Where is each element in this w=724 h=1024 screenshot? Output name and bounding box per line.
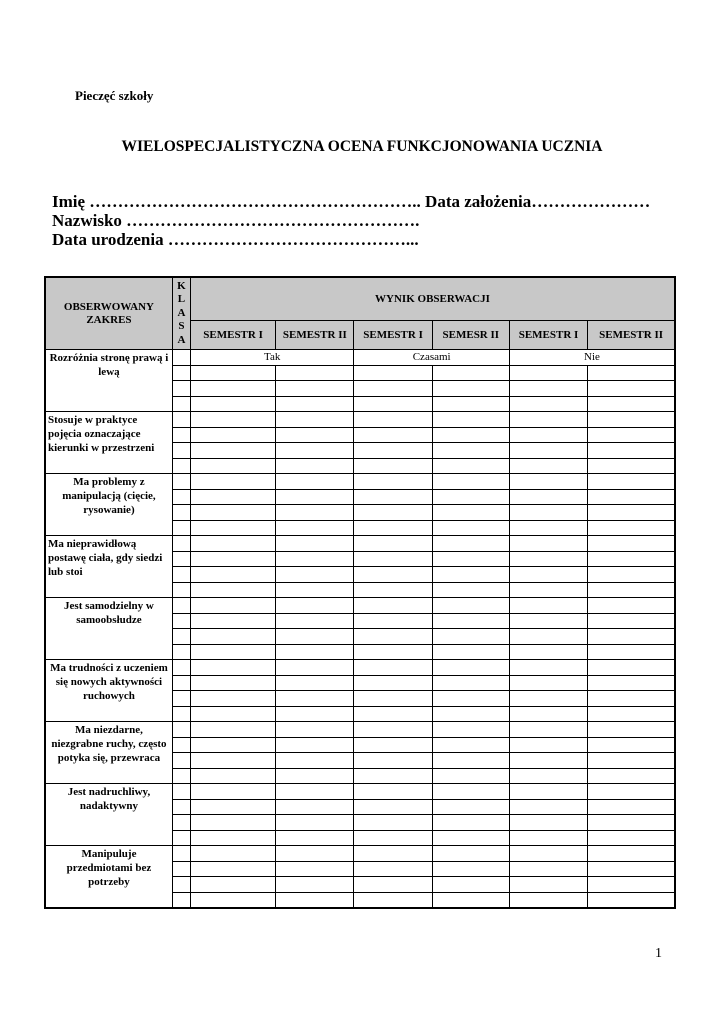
result-cell[interactable] xyxy=(276,396,354,412)
header-class-letter: A xyxy=(177,333,186,346)
result-cell[interactable] xyxy=(190,365,275,381)
result-cell[interactable] xyxy=(276,551,354,567)
result-cell[interactable] xyxy=(190,753,275,769)
result-cell[interactable] xyxy=(190,598,275,614)
result-cell[interactable] xyxy=(432,815,509,831)
result-cell[interactable] xyxy=(588,691,675,707)
header-semester: SEMESTR I xyxy=(190,321,275,350)
result-cell[interactable] xyxy=(588,489,675,505)
result-cell[interactable] xyxy=(588,613,675,629)
result-cell[interactable] xyxy=(509,613,587,629)
result-cell[interactable] xyxy=(432,520,509,536)
result-cell[interactable] xyxy=(432,830,509,846)
observed-scope-cell: Ma trudności z uczeniem się nowych aktywności ruchowych xyxy=(45,660,172,722)
result-cell[interactable] xyxy=(432,396,509,412)
result-cell[interactable] xyxy=(190,846,275,862)
result-cell[interactable] xyxy=(276,505,354,521)
result-cell[interactable] xyxy=(588,892,675,908)
class-cell[interactable] xyxy=(172,613,190,629)
header-semester: SEMESTR II xyxy=(276,321,354,350)
name-date-field: Imię ………………………………………………….. Data założenia………………… xyxy=(52,192,651,211)
result-cell[interactable] xyxy=(509,629,587,645)
result-cell[interactable] xyxy=(588,722,675,738)
result-cell[interactable] xyxy=(432,861,509,877)
class-cell[interactable] xyxy=(172,660,190,676)
result-cell[interactable] xyxy=(276,613,354,629)
result-cell[interactable] xyxy=(276,489,354,505)
result-cell[interactable] xyxy=(509,412,587,428)
table-row xyxy=(45,598,675,614)
table-row xyxy=(45,536,675,552)
class-cell[interactable] xyxy=(172,381,190,397)
result-cell[interactable] xyxy=(432,458,509,474)
result-cell[interactable] xyxy=(509,675,587,691)
result-cell[interactable] xyxy=(276,381,354,397)
result-cell[interactable] xyxy=(354,396,432,412)
header-semester: SEMESTR II xyxy=(588,321,675,350)
result-cell[interactable] xyxy=(276,675,354,691)
result-cell[interactable] xyxy=(190,551,275,567)
class-cell[interactable] xyxy=(172,474,190,490)
result-cell[interactable] xyxy=(354,784,432,800)
result-cell[interactable] xyxy=(190,815,275,831)
result-cell[interactable] xyxy=(509,830,587,846)
result-cell[interactable] xyxy=(588,458,675,474)
result-cell[interactable] xyxy=(190,799,275,815)
result-cell[interactable] xyxy=(354,877,432,893)
class-cell[interactable] xyxy=(172,784,190,800)
result-cell[interactable] xyxy=(276,753,354,769)
header-class-letter: S xyxy=(178,320,185,333)
header-class-letter: K xyxy=(177,279,186,292)
result-cell[interactable] xyxy=(354,536,432,552)
table-row xyxy=(45,846,675,862)
result-cell[interactable] xyxy=(509,706,587,722)
result-cell[interactable] xyxy=(354,474,432,490)
class-cell[interactable] xyxy=(172,489,190,505)
result-cell[interactable] xyxy=(432,536,509,552)
result-cell[interactable] xyxy=(588,706,675,722)
result-cell[interactable] xyxy=(190,381,275,397)
observed-scope-cell: Rozróżnia stronę prawą i lewą xyxy=(45,350,172,412)
birthdate-field: Data urodzenia ……………………………………... xyxy=(52,230,419,249)
result-cell[interactable] xyxy=(354,737,432,753)
result-cell[interactable] xyxy=(432,660,509,676)
answer-label-cell: Nie xyxy=(509,350,675,366)
result-cell[interactable] xyxy=(354,505,432,521)
result-cell[interactable] xyxy=(432,505,509,521)
result-cell[interactable] xyxy=(509,722,587,738)
result-cell[interactable] xyxy=(509,520,587,536)
result-cell[interactable] xyxy=(276,737,354,753)
result-cell[interactable] xyxy=(190,582,275,598)
result-cell[interactable] xyxy=(354,691,432,707)
result-cell[interactable] xyxy=(354,675,432,691)
observed-scope-cell: Ma niezdarne, niezgrabne ruchy, często potyka się, przewraca xyxy=(45,722,172,784)
class-cell[interactable] xyxy=(172,877,190,893)
result-cell[interactable] xyxy=(509,536,587,552)
school-stamp-label: Pieczęć szkoły xyxy=(75,88,154,103)
result-cell[interactable] xyxy=(509,799,587,815)
result-cell[interactable] xyxy=(509,768,587,784)
result-cell[interactable] xyxy=(190,629,275,645)
result-cell[interactable] xyxy=(354,629,432,645)
result-cell[interactable] xyxy=(588,520,675,536)
class-cell[interactable] xyxy=(172,598,190,614)
result-cell[interactable] xyxy=(432,489,509,505)
result-cell[interactable] xyxy=(354,768,432,784)
header-semester: SEMESTR I xyxy=(509,321,587,350)
class-cell[interactable] xyxy=(172,799,190,815)
result-cell[interactable] xyxy=(432,381,509,397)
class-cell[interactable] xyxy=(172,815,190,831)
result-cell[interactable] xyxy=(509,458,587,474)
result-cell[interactable] xyxy=(432,474,509,490)
observed-scope-cell: Ma problemy z manipulacją (cięcie, rysowanie) xyxy=(45,474,172,536)
result-cell[interactable] xyxy=(588,474,675,490)
result-cell[interactable] xyxy=(354,660,432,676)
observed-scope-cell: Jest samodzielny w samoobsłudze xyxy=(45,598,172,660)
result-cell[interactable] xyxy=(276,660,354,676)
result-cell[interactable] xyxy=(190,784,275,800)
class-cell[interactable] xyxy=(172,722,190,738)
header-semester: SEMESR II xyxy=(432,321,509,350)
class-cell[interactable] xyxy=(172,350,190,366)
result-cell[interactable] xyxy=(276,427,354,443)
result-cell[interactable] xyxy=(354,644,432,660)
class-cell[interactable] xyxy=(172,737,190,753)
class-cell[interactable] xyxy=(172,443,190,459)
answer-label-cell: Czasami xyxy=(354,350,509,366)
result-cell[interactable] xyxy=(354,458,432,474)
observed-scope-cell: Ma nieprawidłową postawę ciała, gdy siedzi lub stoi xyxy=(45,536,172,598)
result-cell[interactable] xyxy=(276,892,354,908)
result-cell[interactable] xyxy=(354,722,432,738)
result-cell[interactable] xyxy=(354,520,432,536)
surname-field: Nazwisko ……………………………………………. xyxy=(52,211,420,230)
page-title: WIELOSPECJALISTYCZNA OCENA FUNKCJONOWANIA UCZNIA xyxy=(121,138,603,155)
result-cell[interactable] xyxy=(432,706,509,722)
result-cell[interactable] xyxy=(588,598,675,614)
result-cell[interactable] xyxy=(432,784,509,800)
result-cell[interactable] xyxy=(509,660,587,676)
result-cell[interactable] xyxy=(276,706,354,722)
result-cell[interactable] xyxy=(276,536,354,552)
result-cell[interactable] xyxy=(432,598,509,614)
result-cell[interactable] xyxy=(509,489,587,505)
class-cell[interactable] xyxy=(172,675,190,691)
result-cell[interactable] xyxy=(432,768,509,784)
observation-table xyxy=(44,276,676,909)
result-cell[interactable] xyxy=(276,412,354,428)
class-cell[interactable] xyxy=(172,567,190,583)
result-cell[interactable] xyxy=(276,861,354,877)
result-cell[interactable] xyxy=(354,706,432,722)
result-cell[interactable] xyxy=(588,675,675,691)
result-cell[interactable] xyxy=(509,365,587,381)
header-class-letter: L xyxy=(177,293,186,306)
answer-label-cell: Tak xyxy=(190,350,354,366)
result-cell[interactable] xyxy=(354,365,432,381)
result-cell[interactable] xyxy=(432,365,509,381)
table-row xyxy=(45,660,675,676)
result-cell[interactable] xyxy=(276,815,354,831)
result-cell[interactable] xyxy=(190,613,275,629)
result-cell[interactable] xyxy=(588,582,675,598)
result-cell[interactable] xyxy=(190,644,275,660)
header-semester: SEMESTR I xyxy=(354,321,432,350)
result-cell[interactable] xyxy=(190,660,275,676)
result-cell[interactable] xyxy=(276,567,354,583)
result-cell[interactable] xyxy=(190,737,275,753)
result-cell[interactable] xyxy=(190,489,275,505)
result-cell[interactable] xyxy=(354,582,432,598)
result-cell[interactable] xyxy=(276,691,354,707)
result-cell[interactable] xyxy=(354,381,432,397)
result-cell[interactable] xyxy=(588,505,675,521)
class-cell[interactable] xyxy=(172,396,190,412)
result-cell[interactable] xyxy=(276,644,354,660)
result-cell[interactable] xyxy=(588,753,675,769)
header-observed-scope: OBSERWOWANY ZAKRES xyxy=(45,277,172,350)
result-cell[interactable] xyxy=(509,505,587,521)
result-cell[interactable] xyxy=(432,722,509,738)
result-cell[interactable] xyxy=(509,846,587,862)
result-cell[interactable] xyxy=(588,644,675,660)
class-cell[interactable] xyxy=(172,536,190,552)
result-cell[interactable] xyxy=(432,846,509,862)
class-cell[interactable] xyxy=(172,691,190,707)
table-row xyxy=(45,474,675,490)
result-cell[interactable] xyxy=(276,799,354,815)
class-cell[interactable] xyxy=(172,644,190,660)
result-cell[interactable] xyxy=(509,861,587,877)
class-cell[interactable] xyxy=(172,706,190,722)
result-cell[interactable] xyxy=(588,412,675,428)
result-cell[interactable] xyxy=(190,443,275,459)
result-cell[interactable] xyxy=(190,412,275,428)
result-cell[interactable] xyxy=(432,799,509,815)
class-cell[interactable] xyxy=(172,629,190,645)
observed-scope-cell: Jest nadruchliwy, nadaktywny xyxy=(45,784,172,846)
result-cell[interactable] xyxy=(509,753,587,769)
result-cell[interactable] xyxy=(588,629,675,645)
result-cell[interactable] xyxy=(509,551,587,567)
result-cell[interactable] xyxy=(190,567,275,583)
result-cell[interactable] xyxy=(588,737,675,753)
class-cell[interactable] xyxy=(172,412,190,428)
class-cell[interactable] xyxy=(172,892,190,908)
result-cell[interactable] xyxy=(190,722,275,738)
result-cell[interactable] xyxy=(509,474,587,490)
class-cell[interactable] xyxy=(172,830,190,846)
result-cell[interactable] xyxy=(588,443,675,459)
result-cell[interactable] xyxy=(190,536,275,552)
result-cell[interactable] xyxy=(354,489,432,505)
result-cell[interactable] xyxy=(588,551,675,567)
table-row xyxy=(45,412,675,428)
result-cell[interactable] xyxy=(190,396,275,412)
result-cell[interactable] xyxy=(354,551,432,567)
result-cell[interactable] xyxy=(509,598,587,614)
result-cell[interactable] xyxy=(276,520,354,536)
result-cell[interactable] xyxy=(276,784,354,800)
result-cell[interactable] xyxy=(588,427,675,443)
result-cell[interactable] xyxy=(588,815,675,831)
result-cell[interactable] xyxy=(432,877,509,893)
class-cell[interactable] xyxy=(172,505,190,521)
result-cell[interactable] xyxy=(509,582,587,598)
result-cell[interactable] xyxy=(276,365,354,381)
result-cell[interactable] xyxy=(354,892,432,908)
result-cell[interactable] xyxy=(190,691,275,707)
class-cell[interactable] xyxy=(172,768,190,784)
result-cell[interactable] xyxy=(509,567,587,583)
result-cell[interactable] xyxy=(588,846,675,862)
result-cell[interactable] xyxy=(588,567,675,583)
result-cell[interactable] xyxy=(354,861,432,877)
class-cell[interactable] xyxy=(172,458,190,474)
result-cell[interactable] xyxy=(276,846,354,862)
result-cell[interactable] xyxy=(276,877,354,893)
header-observation-result: WYNIK OBSERWACJI xyxy=(190,277,675,321)
result-cell[interactable] xyxy=(588,396,675,412)
class-cell[interactable] xyxy=(172,582,190,598)
page-number: 1 xyxy=(655,946,662,961)
class-cell[interactable] xyxy=(172,551,190,567)
result-cell[interactable] xyxy=(354,830,432,846)
result-cell[interactable] xyxy=(190,861,275,877)
header-class xyxy=(172,277,190,350)
result-cell[interactable] xyxy=(588,861,675,877)
result-cell[interactable] xyxy=(588,660,675,676)
result-cell[interactable] xyxy=(432,582,509,598)
result-cell[interactable] xyxy=(588,799,675,815)
result-cell[interactable] xyxy=(354,427,432,443)
result-cell[interactable] xyxy=(509,396,587,412)
result-cell[interactable] xyxy=(276,768,354,784)
result-cell[interactable] xyxy=(432,629,509,645)
result-cell[interactable] xyxy=(190,892,275,908)
result-cell[interactable] xyxy=(354,443,432,459)
result-cell[interactable] xyxy=(509,443,587,459)
result-cell[interactable] xyxy=(276,458,354,474)
class-cell[interactable] xyxy=(172,861,190,877)
class-cell[interactable] xyxy=(172,427,190,443)
result-cell[interactable] xyxy=(509,691,587,707)
result-cell[interactable] xyxy=(588,877,675,893)
result-cell[interactable] xyxy=(588,536,675,552)
result-cell[interactable] xyxy=(190,474,275,490)
result-cell[interactable] xyxy=(432,551,509,567)
result-cell[interactable] xyxy=(432,644,509,660)
result-cell[interactable] xyxy=(190,877,275,893)
result-cell[interactable] xyxy=(354,567,432,583)
result-cell[interactable] xyxy=(276,629,354,645)
result-cell[interactable] xyxy=(588,830,675,846)
result-cell[interactable] xyxy=(354,753,432,769)
result-cell[interactable] xyxy=(509,644,587,660)
result-cell[interactable] xyxy=(588,365,675,381)
result-cell[interactable] xyxy=(190,427,275,443)
result-cell[interactable] xyxy=(509,381,587,397)
result-cell[interactable] xyxy=(354,815,432,831)
result-cell[interactable] xyxy=(432,613,509,629)
result-cell[interactable] xyxy=(432,675,509,691)
result-cell[interactable] xyxy=(432,427,509,443)
result-cell[interactable] xyxy=(509,815,587,831)
result-cell[interactable] xyxy=(190,706,275,722)
observed-scope-cell: Stosuje w praktyce pojęcia oznaczające kierunki w przestrzeni xyxy=(45,412,172,474)
table-row xyxy=(45,350,675,366)
class-cell[interactable] xyxy=(172,753,190,769)
result-cell[interactable] xyxy=(276,582,354,598)
result-cell[interactable] xyxy=(509,892,587,908)
class-cell[interactable] xyxy=(172,846,190,862)
result-cell[interactable] xyxy=(190,458,275,474)
result-cell[interactable] xyxy=(588,784,675,800)
result-cell[interactable] xyxy=(276,598,354,614)
class-cell[interactable] xyxy=(172,520,190,536)
table-row xyxy=(45,784,675,800)
table-row xyxy=(45,722,675,738)
result-cell[interactable] xyxy=(276,830,354,846)
observed-scope-cell: Manipuluje przedmiotami bez potrzeby xyxy=(45,846,172,909)
result-cell[interactable] xyxy=(432,691,509,707)
result-cell[interactable] xyxy=(276,474,354,490)
class-cell[interactable] xyxy=(172,365,190,381)
result-cell[interactable] xyxy=(432,753,509,769)
result-cell[interactable] xyxy=(276,443,354,459)
result-cell[interactable] xyxy=(190,675,275,691)
result-cell[interactable] xyxy=(588,381,675,397)
result-cell[interactable] xyxy=(354,846,432,862)
result-cell[interactable] xyxy=(354,799,432,815)
result-cell[interactable] xyxy=(190,505,275,521)
result-cell[interactable] xyxy=(354,613,432,629)
result-cell[interactable] xyxy=(432,567,509,583)
result-cell[interactable] xyxy=(354,412,432,428)
result-cell[interactable] xyxy=(190,520,275,536)
result-cell[interactable] xyxy=(190,830,275,846)
result-cell[interactable] xyxy=(354,598,432,614)
result-cell[interactable] xyxy=(509,784,587,800)
result-cell[interactable] xyxy=(588,768,675,784)
result-cell[interactable] xyxy=(276,722,354,738)
result-cell[interactable] xyxy=(432,737,509,753)
result-cell[interactable] xyxy=(509,877,587,893)
result-cell[interactable] xyxy=(432,412,509,428)
header-class-letter: A xyxy=(177,306,186,319)
result-cell[interactable] xyxy=(432,443,509,459)
result-cell[interactable] xyxy=(190,768,275,784)
result-cell[interactable] xyxy=(432,892,509,908)
result-cell[interactable] xyxy=(509,427,587,443)
result-cell[interactable] xyxy=(509,737,587,753)
